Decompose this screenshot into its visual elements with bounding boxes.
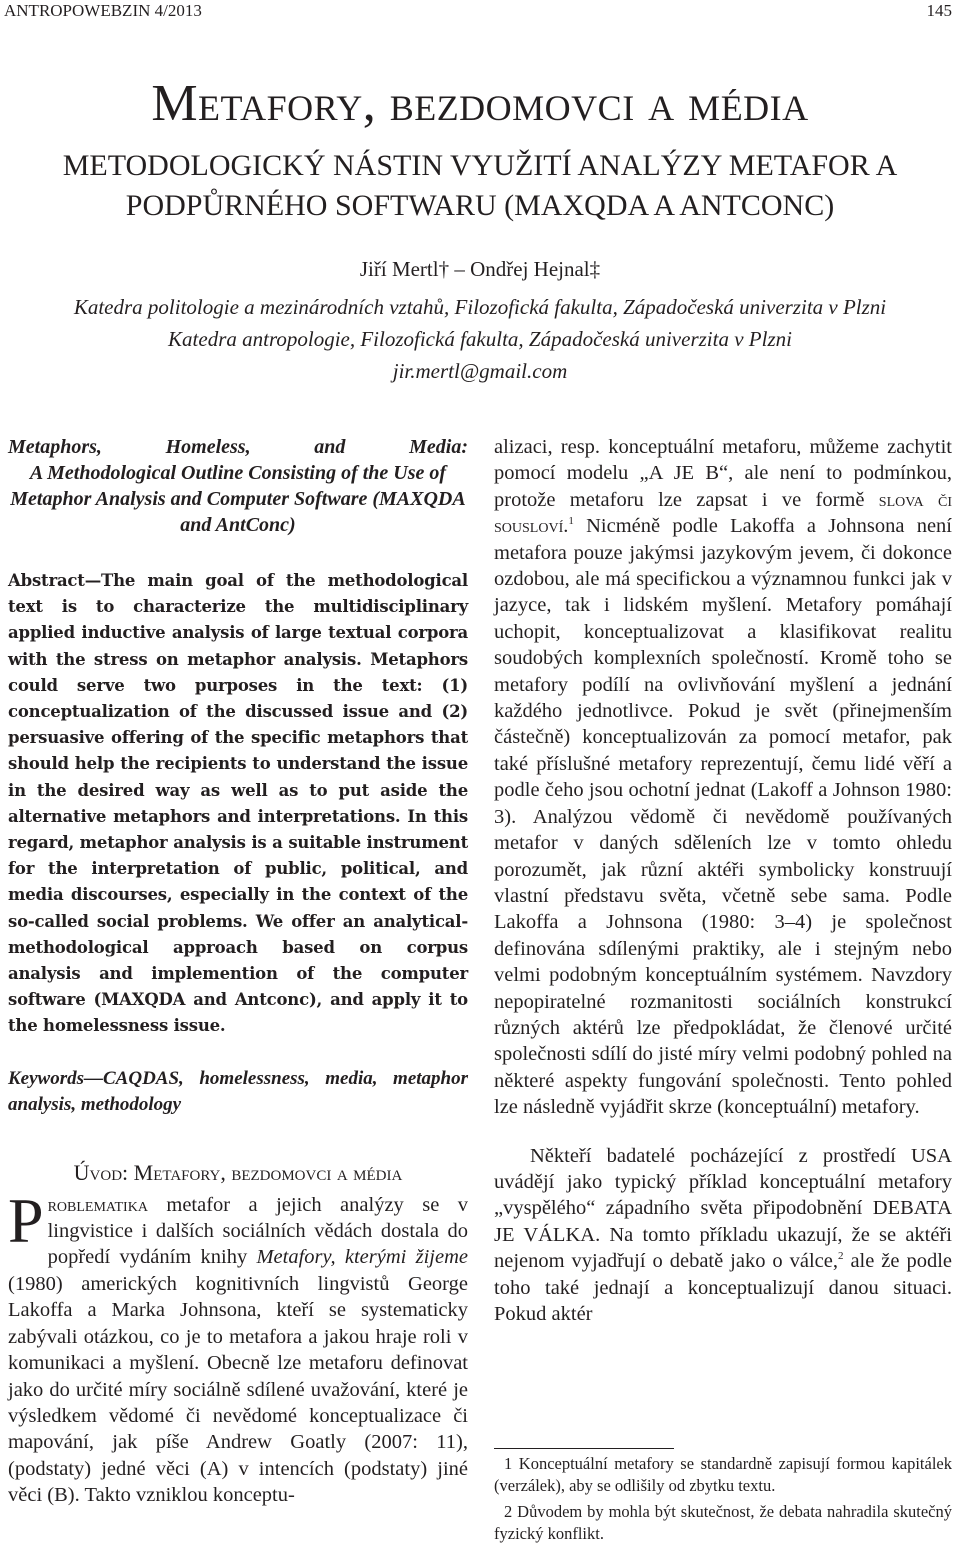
footnote-1: 1 Konceptuální metafory se standardně zapisují formou kapitálek (verzálek), aby se odlišily od zbytku textu.	[494, 1454, 952, 1495]
abstract: Abstract—The main goal of the methodological text is to characterize the multidisciplinary applied inductive analysis of large textual corpora with the stress on metaphor analysis. Metaphors could serve two purposes in the text: (1) conceptualization of the discussed issue and (2) persuasive offering of the specific metaphors that should help the recipients to understand the issue in the desired way as well as to put aside the alternative metaphors and interpretations. In this regard, metaphor analysis is a suitable instrument for the interpretation of public, political, and media discourses, especially in the context of the so-called social problems. We offer an analytical-methodological approach based on corpus analysis and implemention of the computer software (MAXQDA and Antconc), and apply it to the homelessness issue.	[8, 571, 468, 1036]
footnote-2: 2 Důvodem by mohla být skutečnost, že debata nahradila skutečný fyzický konflikt.	[494, 1502, 952, 1543]
section-heading: Úvod: Metafory, bezdomovci a média	[73, 1159, 403, 1185]
right-column	[494, 434, 952, 1327]
affiliation-2: Katedra antropologie, Filozofická fakulta, Západočeská univerzita v Plzni	[168, 327, 792, 351]
footnote-ref-1[interactable]: 1	[568, 515, 574, 528]
affiliation-1: Katedra politologie a mezinárodních vztahů, Filozofická fakulta, Západočeská univerzita v Plzni	[73, 295, 887, 319]
p1-part-b: Nicméně podle Lakoffa a Johnsona není metafora pouze jakýmsi jazykovým jevem, či dokonce ozdobou, ale má specifickou a významnou funkci jak v jazyce, tak i lidském myšlení. Metafory pomáhají uchopit, konceptualizovat a klasifikovat realitu soudobých komplexních společností. Kromě toho se metafory podílí na ovlivňování myšlení a jednání každého jednotlivce. Pokud je svět (přinejmenším částečně) konceptualizován za pomocí metafor, pak také příslušné metafory reprezentují, čemu lidé věří a podle čeho jsou ochotní jednat (Lakoff a Johnson 1980: 3). Analýzou vědomě či nevědomě používaných metafor v daných sděleních lze v tomto ohledu porozumět, jak různí aktéři symbolicky konstruují vlastní představu světa, včetně sebe sama. Podle Lakoffa a Johnsona (1980: 3–4) je společnost definována sdílenými praktiky, ale i stejným nebo velmi podobným konceptuálním systémem. Navzdory nepopiratelné rozmanitosti sociálních konstrukcí různých aktérů lze předpokládat, že členové určité společnosti sdílí do jisté míry velmi podobný pohled na některé aspekty fungování společnosti. Tento pohled lze následně vyjádřit skrze (konceptuální) metafory.	[494, 515, 952, 1119]
right-column-text	[494, 434, 952, 1327]
english-title	[8, 434, 468, 538]
keywords: Keywords—CAQDAS, homelessness, media, metaphor analysis, methodology	[8, 1067, 468, 1115]
p1-part-a: alizaci, resp. konceptuální metaforu, můžeme zachytit pomocí modelu „A JE B“, ale není to podmínkou, protože metaforu lze zapsat i ve formě	[494, 436, 952, 511]
intro-part1: metafor a jejich analýzy se v lingvistice i dalších sociálních vědách dostala do popředí vydáním knihy	[47, 1193, 468, 1269]
p2-part-a: Někteří badatelé pocházející z prostředí USA uvádějí jako typický příklad konceptuální metafory „vyspělého“ západního světa připodobnění	[494, 1144, 952, 1220]
p2-part-b: . Na tomto příkladu ukazují, že se aktéři nejenom vyjadřují o debatě jako o válce,	[494, 1223, 952, 1273]
running-header	[4, 0, 952, 24]
intro-text	[8, 1184, 468, 1509]
english-title-line1: Metaphors, Homeless, and Media:	[8, 436, 468, 458]
author-email[interactable]: jir.mertl@gmail.com	[392, 359, 568, 383]
intro-first-word: roblematika	[47, 1193, 148, 1216]
book-title: Metafory, kterými žijeme	[256, 1246, 468, 1269]
left-column	[8, 434, 468, 1509]
intro-part2: (1980) amerických kognitivních lingvistů George Lakoffa a Marka Johnsona, kteří se systematicky zabývali otázkou, co je to metafora a jakou hraje roli v komunikaci a myšlení. Obecně lze metaforu definovat jako do určité míry sociálně sdílené uvažování, které je výsledkem vědomé či nevědomé konceptualizace či mapování, jak píše Andrew Goatly (2007: 11), (podstaty) jedné věci (A) v intencích (podstaty) jiné věci (B). Takto vzniklou konceptu-	[8, 1272, 468, 1507]
footnotes	[494, 1448, 952, 1549]
paragraph-1	[494, 434, 952, 1121]
footnote-ref-2[interactable]: 2	[837, 1250, 844, 1263]
article-subtitle: METODOLOGICKÝ NÁSTIN VYUŽITÍ ANALÝZY METAFOR A PODPŮRNÉHO SOFTWARU (MAXQDA A ANTCONC)	[62, 149, 898, 222]
page-number: 145	[926, 1, 952, 20]
p1-smallcaps: slova či sousloví	[494, 488, 952, 538]
drop-cap: P	[8, 1184, 44, 1256]
article-title: Metafory, bezdomovci a média	[151, 75, 809, 132]
journal-name: ANTROPOWEBZIN 4/2013	[4, 1, 202, 20]
p2-caps: DEBATA JE VÁLKA	[494, 1197, 952, 1246]
p2-part-c: ale že podle toho také jednají a konceptualizují danou situaci. Pokud aktér	[494, 1250, 952, 1325]
p1-dot: .	[563, 515, 569, 538]
footnote-divider	[494, 1448, 674, 1449]
paragraph-2	[494, 1143, 952, 1328]
english-title-rest: A Methodological Outline Consisting of the Use of Metaphor Analysis and Computer Software (MAXQDA and AntConc)	[10, 462, 466, 536]
authors: Jiří Mertl† – Ondřej Hejnal‡	[359, 257, 601, 281]
